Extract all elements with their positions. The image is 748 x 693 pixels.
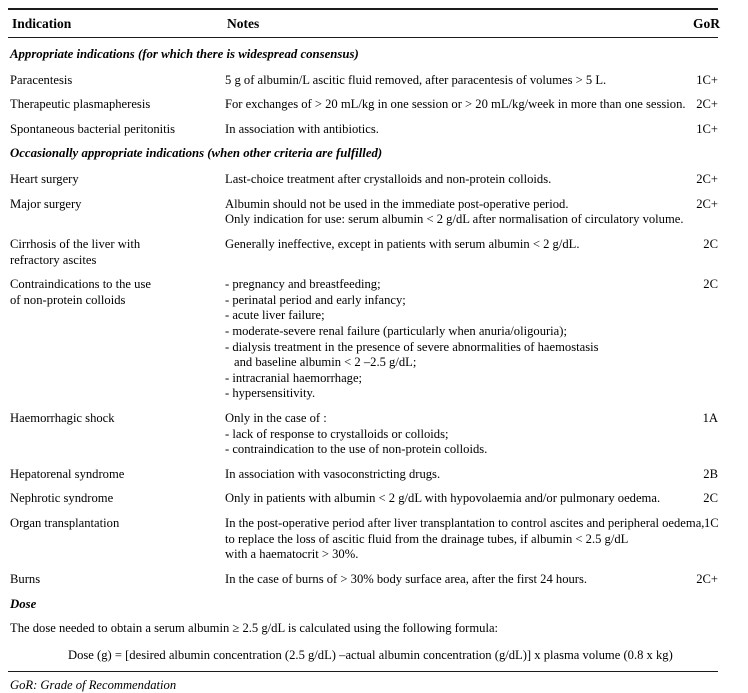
cell-indication: Paracentesis bbox=[10, 72, 73, 87]
table-row bbox=[8, 458, 718, 483]
indication-line: Contraindications to the use bbox=[10, 277, 151, 292]
note-line: 5 g of albumin/L ascitic fluid removed, after paracentesis of volumes > 5 L. bbox=[225, 72, 607, 87]
column-header-gor: GoR bbox=[693, 16, 720, 31]
table-header-row bbox=[8, 10, 720, 37]
cell-gor: 2B bbox=[703, 466, 718, 481]
indications-table bbox=[8, 8, 718, 693]
cell-indication: Major surgery bbox=[10, 196, 82, 211]
note-bullet: - lack of response to crystalloids or colloids; bbox=[225, 426, 449, 441]
cell-notes bbox=[225, 277, 676, 402]
note-line: Generally ineffective, except in patients with serum albumin < 2 g/dL. bbox=[225, 237, 580, 252]
cell-indication bbox=[8, 237, 225, 268]
note-line: with a haematocrit > 30%. bbox=[225, 547, 359, 562]
indication-line: Cirrhosis of the liver with bbox=[10, 237, 141, 252]
table-row bbox=[8, 64, 718, 89]
note-bullet: - dialysis treatment in the presence of severe abnormalities of haemostasis bbox=[225, 339, 599, 354]
note-bullet-continuation: and baseline albumin < 2 –2.5 g/dL; bbox=[234, 355, 417, 370]
note-line: For exchanges of > 20 mL/kg in one session or > 20 mL/kg/week in more than one session. bbox=[225, 97, 686, 112]
cell-indication: Nephrotic syndrome bbox=[10, 491, 114, 506]
cell-notes bbox=[225, 73, 676, 89]
cell-indication: Organ transplantation bbox=[10, 515, 120, 530]
note-bullet: - acute liver failure; bbox=[225, 308, 325, 323]
table-row bbox=[8, 482, 718, 507]
cell-indication: Therapeutic plasmapheresis bbox=[10, 97, 151, 112]
table-row bbox=[8, 163, 718, 188]
cell-gor: 1A bbox=[702, 411, 718, 425]
cell-gor: 1C+ bbox=[696, 72, 718, 87]
cell-gor: 2C+ bbox=[696, 571, 718, 586]
cell-notes bbox=[225, 491, 676, 507]
note-line: Only in patients with albumin < 2 g/dL with hypovolaemia and/or pulmonary oedema. bbox=[225, 491, 661, 506]
note-line: In association with antibiotics. bbox=[225, 121, 379, 136]
column-header-indication: Indication bbox=[12, 16, 72, 31]
cell-notes bbox=[225, 467, 676, 483]
cell-indication: Haemorrhagic shock bbox=[10, 411, 115, 425]
indication-line: refractory ascites bbox=[10, 252, 97, 267]
indication-line: of non-protein colloids bbox=[10, 292, 126, 307]
dose-description: The dose needed to obtain a serum albumin ≥ 2.5 g/dL is calculated using the following formula: bbox=[10, 621, 499, 636]
note-bullet: - moderate-severe renal failure (particularly when anuria/oligouria); bbox=[225, 324, 567, 339]
cell-notes bbox=[225, 572, 676, 588]
table-footnote: GoR: Grade of Recommendation bbox=[10, 678, 177, 693]
cell-notes bbox=[225, 237, 676, 253]
cell-indication: Heart surgery bbox=[10, 172, 79, 187]
table-row bbox=[8, 507, 718, 563]
cell-gor: 1C+ bbox=[696, 121, 718, 136]
cell-notes bbox=[225, 172, 676, 188]
cell-notes bbox=[225, 411, 676, 458]
column-header-notes: Notes bbox=[227, 16, 260, 31]
note-bullet: - pregnancy and breastfeeding; bbox=[225, 277, 381, 292]
cell-indication bbox=[8, 277, 225, 308]
note-line: In association with vasoconstricting drugs. bbox=[225, 466, 441, 481]
note-bullet: - contraindication to the use of non-protein colloids. bbox=[225, 442, 488, 457]
note-line: to replace the loss of ascitic fluid from the drainage tubes, if albumin < 2.5 g/dL bbox=[225, 531, 629, 546]
cell-notes bbox=[225, 97, 686, 113]
cell-gor: 2C+ bbox=[696, 172, 718, 187]
note-line: Albumin should not be used in the immediate post-operative period. bbox=[225, 196, 569, 211]
table-row bbox=[8, 402, 718, 458]
dose-formula: Dose (g) = [desired albumin concentration (2.5 g/dL) –actual albumin concentration (g/dL)] x plasma volume (0.8 x kg) bbox=[68, 647, 673, 662]
note-line: In the post-operative period after liver transplantation to control ascites and peripheral oedema, bbox=[225, 515, 705, 530]
cell-gor: 2C bbox=[703, 277, 718, 292]
section-heading-occasionally-appropriate: Occasionally appropriate indications (when other criteria are fulfilled) bbox=[10, 146, 383, 161]
section-heading-appropriate: Appropriate indications (for which there is widespread consensus) bbox=[10, 46, 359, 61]
note-bullet: - perinatal period and early infancy; bbox=[225, 292, 406, 307]
cell-indication: Burns bbox=[10, 571, 41, 586]
cell-gor: 2C+ bbox=[696, 196, 718, 211]
table-row bbox=[8, 188, 718, 228]
cell-gor: 2C bbox=[703, 237, 718, 252]
cell-gor: 2C bbox=[703, 491, 718, 506]
cell-indication: Hepatorenal syndrome bbox=[10, 466, 125, 481]
table-row bbox=[8, 88, 718, 113]
note-line: Last-choice treatment after crystalloids and non-protein colloids. bbox=[225, 172, 552, 187]
note-bullet: - hypersensitivity. bbox=[225, 386, 316, 401]
note-bullet: - intracranial haemorrhage; bbox=[225, 370, 363, 385]
note-line: Only indication for use: serum albumin < 2 g/dL after normalisation of circulatory volume. bbox=[225, 212, 684, 227]
cell-notes bbox=[225, 196, 684, 228]
cell-gor: 1C bbox=[704, 515, 719, 530]
cell-notes bbox=[225, 516, 704, 563]
cell-notes bbox=[225, 122, 676, 138]
table-row bbox=[8, 563, 718, 588]
note-line: In the case of burns of > 30% body surface area, after the first 24 hours. bbox=[225, 571, 588, 586]
table-row bbox=[8, 268, 718, 402]
note-line: Only in the case of : bbox=[225, 411, 327, 425]
dose-heading: Dose bbox=[10, 597, 37, 612]
table-row bbox=[8, 228, 718, 268]
cell-gor: 2C+ bbox=[696, 97, 718, 112]
cell-indication: Spontaneous bacterial peritonitis bbox=[10, 121, 176, 136]
table-row bbox=[8, 113, 718, 138]
